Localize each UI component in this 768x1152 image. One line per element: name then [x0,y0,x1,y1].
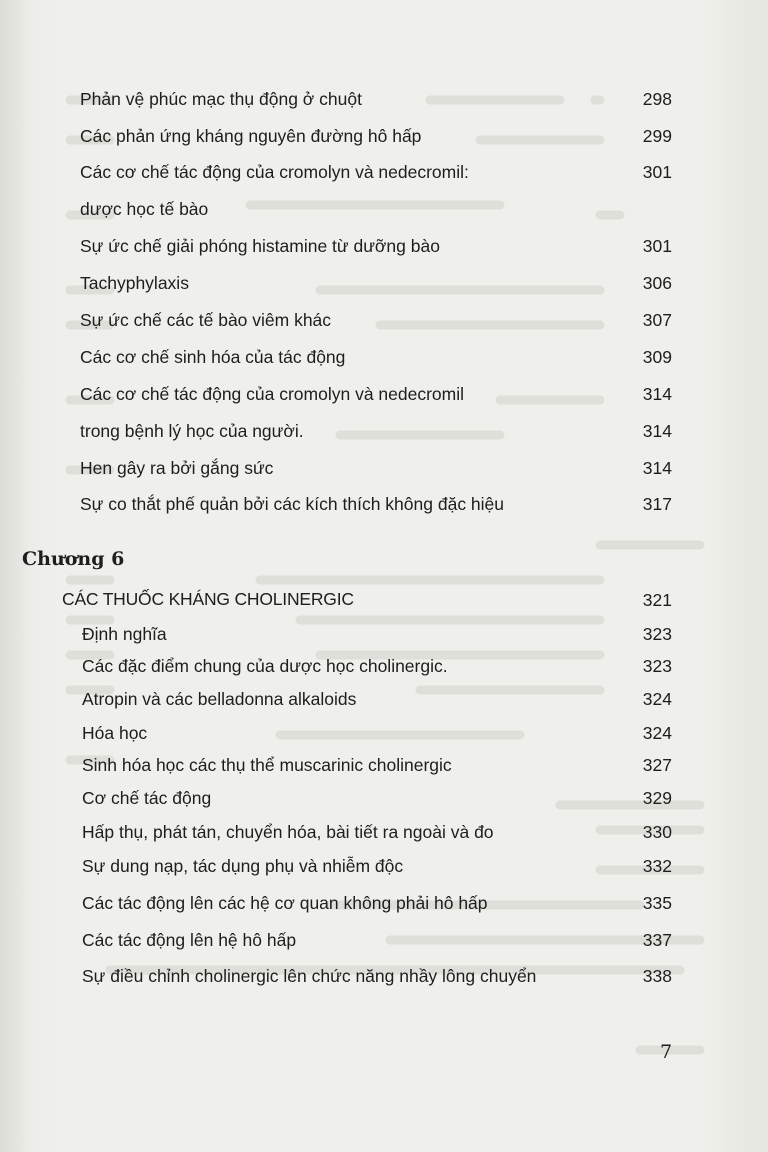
toc-entry-title: Sự ức chế các tế bào viêm khác [80,310,332,330]
chapter-label: Chương 6 [22,548,125,570]
toc-entry-page: 301 [642,162,672,182]
toc-entry-title: Phản vệ phúc mạc thụ động ở chuột [80,89,362,109]
toc-entry-page: 327 [642,755,672,775]
toc-entry-title: Hen gây ra bởi gắng sức [80,458,274,478]
toc-entry-title: Cơ chế tác động [82,788,212,808]
toc-entry-page: 330 [642,822,672,842]
toc-entry-title: trong bệnh lý học của người. [80,421,304,441]
toc-entry-page: 324 [642,723,672,743]
toc-entry-page: 307 [642,310,672,330]
toc-entry-page: 298 [642,89,672,109]
chapter-title: CÁC THUỐC KHÁNG CHOLINERGIC [62,589,354,609]
toc-entry-page: 301 [642,236,672,256]
toc-entry-page: 314 [642,421,672,441]
toc-entry-title: Các phản ứng kháng nguyên đường hô hấp [80,126,422,146]
toc-entry-page: 323 [642,624,672,644]
toc-entry-title: Hóa học [82,723,148,743]
toc-entry-title: Các cơ chế tác động của cromolyn và nedecromil: [80,162,469,182]
toc-entry-title: dược học tế bào [80,199,209,219]
toc-entry-title: Định nghĩa [82,624,167,644]
toc-entry-title: Sự dung nạp, tác dụng phụ và nhiễm độc [82,856,404,876]
toc-entry-title: Các tác động lên các hệ cơ quan không phải hô hấp [82,893,488,913]
toc-entry-page: 314 [642,458,672,478]
page-number: 7 [660,1041,673,1063]
toc-entry-title: Sự ức chế giải phóng histamine từ dưỡng bào [80,236,440,256]
toc-entry-page: 299 [642,126,672,146]
toc-entry-page: 306 [642,273,672,293]
chapter-page: 321 [642,590,672,610]
toc-entry-page: 324 [642,689,672,709]
toc-entry-title: Sinh hóa học các thụ thể muscarinic cholinergic [82,755,452,775]
toc-entry-page: 309 [642,347,672,367]
toc-entry-page: 338 [642,966,672,986]
toc-entry-page: 335 [642,893,672,913]
toc-entry-page: 323 [642,656,672,676]
toc-entry-page: 317 [642,494,672,514]
toc-entry-page: 329 [642,788,672,808]
toc-entry-page: 332 [642,856,672,876]
toc-entry-title: Hấp thụ, phát tán, chuyển hóa, bài tiết ra ngoài và đo [82,822,494,842]
toc-entry-title: Sự co thắt phế quản bởi các kích thích không đặc hiệu [80,494,505,514]
toc-entry-title: Các cơ chế tác động của cromolyn và nedecromil [80,384,465,404]
toc-entry-title: Các cơ chế sinh hóa của tác động [80,347,346,367]
toc-entry-page: 337 [642,930,672,950]
toc-entry-page: 314 [642,384,672,404]
toc-entry-title: Atropin và các belladonna alkaloids [82,689,357,709]
toc-entry-title: Tachyphylaxis [80,273,189,293]
toc-entry-title: Các tác động lên hệ hô hấp [82,930,297,950]
toc-entry-title: Các đặc điểm chung của dược học cholinergic. [82,656,448,676]
toc-entry-title: Sự điều chỉnh cholinergic lên chức năng nhầy lông chuyển [82,966,537,986]
